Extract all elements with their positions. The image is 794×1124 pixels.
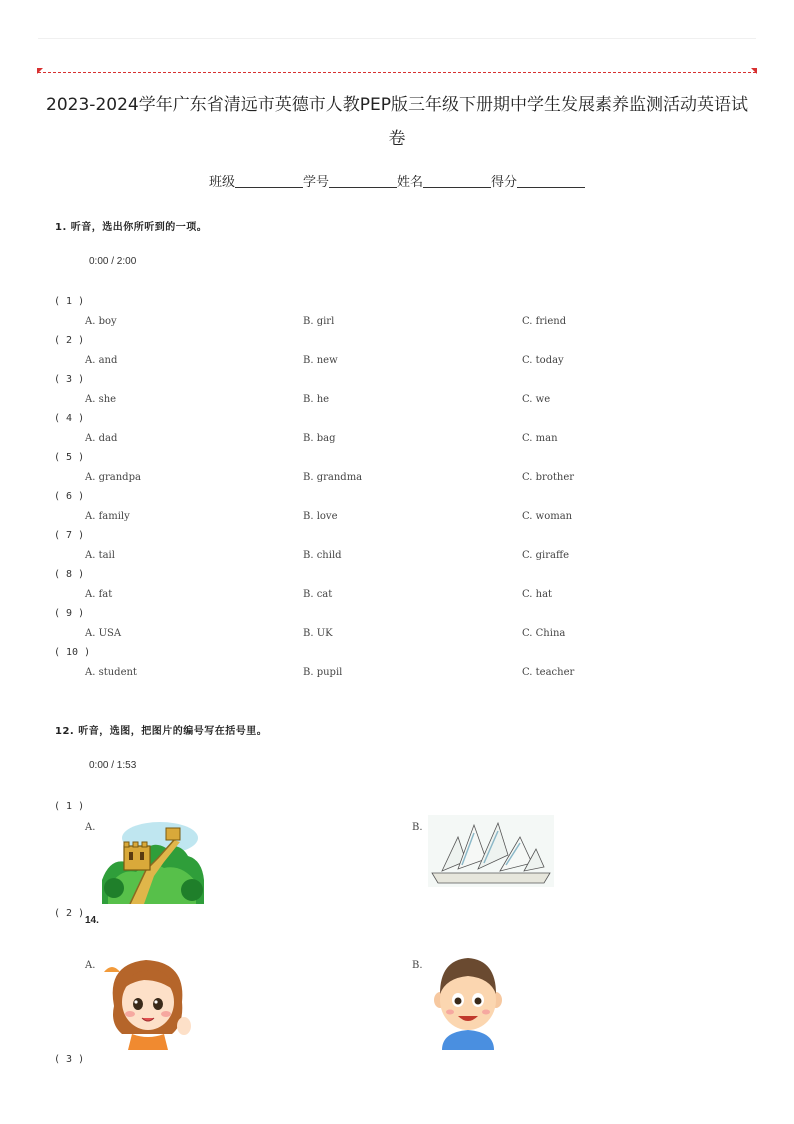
q1-item-number: ( 8 ) xyxy=(54,569,85,580)
q1-option-b[interactable]: B. girl xyxy=(303,316,335,327)
q1-item-number: ( 4 ) xyxy=(54,413,85,424)
q12-item-3-number: ( 3 ) xyxy=(54,1054,85,1065)
q1-option-a[interactable]: A. USA xyxy=(85,628,122,639)
q1-option-b[interactable]: B. UK xyxy=(303,628,333,639)
q1-option-a[interactable]: A. tail xyxy=(85,550,115,561)
student-info-row xyxy=(0,171,794,190)
q1-option-c[interactable]: C. hat xyxy=(522,589,553,600)
q1-option-a[interactable]: A. boy xyxy=(85,316,117,327)
q1-option-c[interactable]: C. friend xyxy=(522,316,567,327)
field-name-label: 姓名 xyxy=(397,175,424,190)
q1-option-c[interactable]: C. man xyxy=(522,433,558,444)
field-name-blank[interactable] xyxy=(423,175,491,188)
corner-mark-right xyxy=(751,68,757,74)
q1-option-a[interactable]: A. grandpa xyxy=(85,472,141,483)
q1-item-number: ( 1 ) xyxy=(54,296,85,307)
girl-icon xyxy=(100,954,196,1050)
sydney-opera-house-icon xyxy=(428,815,554,887)
question-1-heading: 1. 听音，选出你所听到的一项。 xyxy=(55,222,208,233)
boy-icon xyxy=(432,954,504,1050)
q12-item-2-option-b[interactable]: B. xyxy=(412,960,423,971)
q1-option-c[interactable]: C. we xyxy=(522,394,551,405)
title-line-1: 2023-2024学年广东省清远市英德市人教PEP版三年级下册期中学生发展素养监测活动英语试 xyxy=(46,95,748,115)
title-line-2: 卷 xyxy=(388,129,406,149)
question-12-heading: 12. 听音，选图，把图片的编号写在括号里。 xyxy=(55,726,268,737)
top-divider xyxy=(38,38,756,39)
q1-option-a[interactable]: A. she xyxy=(85,394,117,405)
audio-player-q1[interactable]: 0:00 / 2:00 xyxy=(89,256,137,267)
q1-option-c[interactable]: C. woman xyxy=(522,511,573,522)
q12-item-1-option-a[interactable]: A. xyxy=(85,822,96,833)
header-dashed-divider xyxy=(38,72,756,73)
field-class-label: 班级 xyxy=(208,175,235,190)
q1-option-b[interactable]: B. new xyxy=(303,355,338,366)
q1-option-b[interactable]: B. pupil xyxy=(303,667,343,678)
field-id-label: 学号 xyxy=(302,175,329,190)
q1-item-number: ( 3 ) xyxy=(54,374,85,385)
q12-item-2-extra-label: 14. xyxy=(85,915,99,926)
q1-option-a[interactable]: A. fat xyxy=(85,589,113,600)
q1-option-a[interactable]: A. dad xyxy=(85,433,118,444)
field-class-blank[interactable] xyxy=(235,175,303,188)
q12-item-1-option-b[interactable]: B. xyxy=(412,822,423,833)
field-score-blank[interactable] xyxy=(517,175,585,188)
page-title xyxy=(40,88,754,156)
great-wall-icon xyxy=(100,818,206,904)
q1-item-number: ( 10 ) xyxy=(54,647,91,658)
q1-item-number: ( 6 ) xyxy=(54,491,85,502)
q1-option-a[interactable]: A. student xyxy=(85,667,137,678)
q1-option-c[interactable]: C. China xyxy=(522,628,566,639)
corner-mark-left xyxy=(37,68,43,74)
q1-item-number: ( 9 ) xyxy=(54,608,85,619)
q1-item-number: ( 5 ) xyxy=(54,452,85,463)
q1-option-b[interactable]: B. bag xyxy=(303,433,336,444)
q1-option-c[interactable]: C. giraffe xyxy=(522,550,570,561)
q1-option-b[interactable]: B. love xyxy=(303,511,338,522)
q1-item-number: ( 2 ) xyxy=(54,335,85,346)
q12-item-2-option-a[interactable]: A. xyxy=(85,960,96,971)
q1-option-c[interactable]: C. brother xyxy=(522,472,575,483)
audio-player-q12[interactable]: 0:00 / 1:53 xyxy=(89,760,137,771)
q1-option-c[interactable]: C. today xyxy=(522,355,564,366)
q1-option-b[interactable]: B. grandma xyxy=(303,472,363,483)
q1-option-b[interactable]: B. cat xyxy=(303,589,333,600)
q1-item-number: ( 7 ) xyxy=(54,530,85,541)
q1-option-b[interactable]: B. he xyxy=(303,394,330,405)
q1-option-a[interactable]: A. family xyxy=(85,511,130,522)
q1-option-a[interactable]: A. and xyxy=(85,355,118,366)
q12-item-1-number: ( 1 ) xyxy=(54,801,85,812)
field-id-blank[interactable] xyxy=(329,175,397,188)
field-score-label: 得分 xyxy=(491,175,518,190)
q12-item-2-number: ( 2 ) xyxy=(54,908,85,919)
q1-option-c[interactable]: C. teacher xyxy=(522,667,575,678)
q1-option-b[interactable]: B. child xyxy=(303,550,342,561)
